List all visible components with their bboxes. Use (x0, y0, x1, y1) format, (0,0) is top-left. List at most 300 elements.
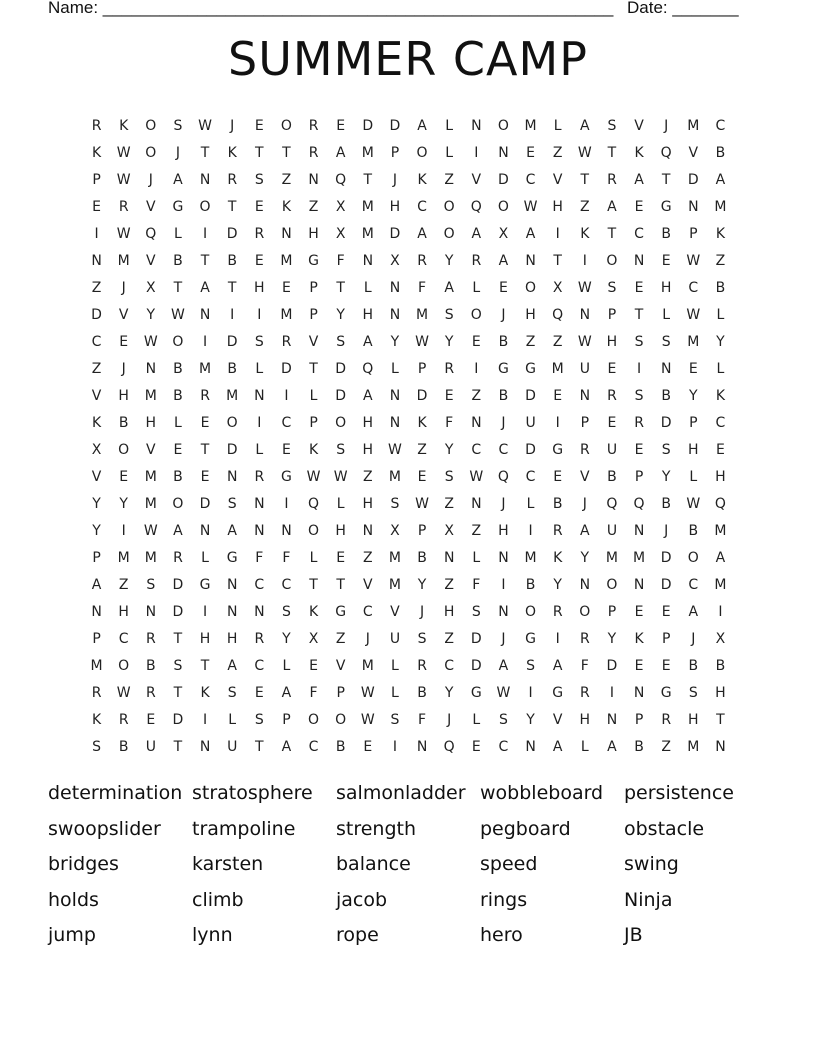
grid-letter: B (661, 388, 671, 404)
grid-letter: H (688, 712, 699, 728)
grid-letter: L (309, 388, 318, 404)
grid-letter: G (335, 604, 347, 620)
grid-letter: M (361, 145, 374, 161)
grid-letter: S (390, 712, 400, 728)
grid-letter: F (336, 253, 345, 269)
grid-letter: R (254, 469, 265, 485)
grid-letter: K (580, 226, 590, 242)
grid-letter: S (688, 685, 698, 701)
word-bank-item: determination (48, 782, 183, 804)
grid-letter: A (335, 145, 346, 161)
grid-letter: V (390, 604, 400, 620)
grid-letter: C (688, 577, 699, 593)
grid-letter: B (118, 739, 129, 755)
grid-letter: R (91, 118, 102, 134)
grid-letter: B (173, 469, 183, 485)
grid-letter: X (390, 523, 400, 539)
grid-letter: S (390, 496, 400, 512)
grid-letter: T (200, 145, 210, 161)
grid-row (83, 167, 734, 194)
grid-letter: E (444, 388, 454, 404)
grid-letter: N (226, 469, 238, 485)
grid-letter: Y (689, 388, 698, 404)
grid-letter: E (499, 280, 508, 296)
grid-letter: N (254, 388, 265, 404)
grid-letter: H (308, 226, 319, 242)
grid-row (83, 626, 734, 653)
grid-letter: M (361, 226, 374, 242)
grid-letter: Z (580, 199, 590, 215)
grid-letter: O (308, 523, 320, 539)
grid-letter: N (254, 604, 265, 620)
grid-letter: V (308, 334, 319, 350)
grid-letter: P (309, 415, 318, 431)
grid-letter: S (227, 496, 237, 512)
grid-letter: E (336, 550, 346, 566)
grid-row (83, 707, 734, 734)
grid-letter: J (664, 118, 669, 134)
grid-letter: V (146, 199, 156, 215)
grid-letter: T (173, 685, 183, 701)
grid-letter: Z (118, 577, 129, 593)
grid-letter: K (308, 442, 319, 458)
grid-letter: O (118, 442, 130, 458)
grid-letter: M (524, 550, 537, 566)
grid-letter: S (607, 280, 617, 296)
grid-letter: L (391, 658, 399, 674)
grid-letter: J (501, 307, 506, 323)
grid-letter: L (472, 712, 481, 728)
grid-letter: N (471, 496, 482, 512)
grid-letter: A (715, 172, 726, 188)
grid-letter: S (336, 334, 346, 350)
grid-letter: Z (363, 469, 373, 485)
grid-letter: P (661, 631, 671, 647)
grid-letter: D (660, 415, 672, 431)
grid-letter: I (609, 685, 614, 701)
grid-letter: T (309, 577, 318, 593)
grid-letter: M (388, 577, 401, 593)
grid-letter: P (92, 550, 101, 566)
grid-letter: J (121, 361, 126, 377)
grid-letter: C (471, 442, 482, 458)
grid-letter: J (121, 280, 126, 296)
grid-letter: H (606, 334, 618, 350)
grid-letter: H (660, 280, 672, 296)
grid-letter: N (254, 523, 265, 539)
grid-letter: E (119, 334, 129, 350)
grid-letter: T (580, 172, 590, 188)
grid-letter: Q (660, 145, 672, 161)
grid-letter: B (118, 415, 129, 431)
word-bank-item: jacob (336, 888, 388, 911)
grid-letter: Z (444, 631, 454, 647)
grid-letter: R (471, 253, 482, 269)
grid-letter: P (390, 145, 400, 161)
grid-letter: Z (444, 172, 454, 188)
grid-letter: L (255, 442, 264, 458)
grid-letter: N (498, 550, 509, 566)
word-search-grid (83, 113, 734, 761)
grid-letter: P (336, 685, 345, 701)
grid-letter: Y (444, 685, 454, 701)
grid-letter: D (335, 361, 347, 377)
grid-letter: S (254, 712, 264, 728)
grid-letter: F (309, 685, 318, 701)
grid-letter: V (688, 145, 699, 161)
grid-letter: A (281, 685, 292, 701)
grid-letter: N (633, 253, 645, 269)
grid-letter: W (333, 469, 348, 485)
grid-letter: H (118, 604, 129, 620)
grid-letter: T (607, 226, 617, 242)
grid-letter: D (335, 388, 347, 404)
grid-letter: D (91, 307, 102, 323)
grid-letter: J (230, 118, 235, 134)
grid-letter: L (255, 361, 264, 377)
grid-letter: D (226, 334, 238, 350)
grid-row (83, 572, 734, 599)
grid-letter: G (552, 685, 564, 701)
grid-letter: B (688, 658, 699, 674)
grid-letter: B (498, 388, 509, 404)
grid-letter: A (580, 523, 590, 539)
grid-letter: J (148, 172, 153, 188)
grid-letter: A (363, 334, 373, 350)
grid-letter: T (227, 199, 237, 215)
grid-letter: N (525, 739, 536, 755)
grid-letter: H (226, 631, 238, 647)
grid-letter: L (363, 280, 372, 296)
grid-letter: J (664, 523, 669, 539)
grid-row (83, 545, 734, 572)
grid-letter: R (579, 631, 590, 647)
grid-letter: S (336, 442, 346, 458)
grid-letter: W (360, 712, 375, 728)
grid-letter: L (472, 280, 481, 296)
grid-letter: D (226, 442, 238, 458)
grid-letter: C (118, 631, 129, 647)
grid-letter: E (634, 604, 644, 620)
grid-letter: T (716, 712, 725, 728)
grid-row (83, 140, 734, 167)
grid-letter: E (471, 739, 481, 755)
grid-letter: G (172, 199, 184, 215)
grid-letter: E (661, 253, 671, 269)
grid-letter: R (254, 631, 265, 647)
grid-letter: R (607, 388, 617, 404)
word-bank-item: hero (480, 924, 523, 946)
word-bank (48, 778, 768, 956)
grid-letter: W (686, 307, 701, 323)
grid-letter: R (661, 712, 672, 728)
grid-letter: F (282, 550, 291, 566)
grid-letter: K (91, 145, 102, 161)
word-bank-item: rope (336, 924, 379, 946)
grid-letter: L (391, 361, 399, 377)
grid-letter: P (92, 172, 101, 188)
grid-letter: H (688, 442, 699, 458)
grid-letter: W (577, 334, 592, 350)
grid-letter: W (523, 199, 538, 215)
grid-letter: Z (525, 334, 536, 350)
grid-letter: Z (552, 334, 563, 350)
grid-letter: A (715, 550, 726, 566)
grid-letter: I (528, 523, 533, 539)
grid-letter: X (390, 253, 400, 269)
grid-letter: J (447, 712, 452, 728)
grid-letter: I (230, 307, 235, 323)
grid-letter: N (633, 685, 645, 701)
grid-letter: M (551, 361, 564, 377)
grid-letter: M (361, 658, 374, 674)
grid-letter: W (415, 496, 429, 512)
grid-letter: F (418, 280, 427, 296)
grid-letter: K (553, 550, 563, 566)
grid-letter: N (199, 739, 211, 755)
grid-letter: A (200, 280, 210, 296)
grid-letter: A (471, 226, 482, 242)
grid-letter: Z (91, 280, 102, 296)
grid-letter: E (146, 712, 156, 728)
grid-letter: W (306, 469, 321, 485)
grid-letter: V (146, 442, 156, 458)
grid-letter: A (417, 118, 427, 134)
grid-letter: Y (390, 334, 400, 350)
grid-letter: D (281, 361, 292, 377)
grid-letter: J (365, 631, 370, 647)
word-bank-item: jump (48, 924, 96, 946)
grid-letter: N (443, 550, 455, 566)
grid-letter: G (226, 550, 238, 566)
grid-letter: O (145, 118, 157, 134)
grid-letter: H (118, 388, 129, 404)
grid-letter: M (605, 550, 618, 566)
grid-letter: Y (92, 496, 101, 512)
name-field-label: Name: ______________________________________________________ (48, 0, 614, 17)
grid-letter: O (579, 604, 591, 620)
grid-letter: E (688, 361, 698, 377)
grid-letter: E (607, 415, 617, 431)
grid-letter: M (144, 496, 157, 512)
grid-letter: D (172, 604, 184, 620)
grid-letter: K (715, 388, 726, 404)
grid-letter: G (498, 361, 509, 377)
grid-letter: V (146, 253, 156, 269)
grid-letter: J (175, 145, 180, 161)
grid-letter: H (715, 685, 726, 701)
grid-row (83, 194, 734, 221)
grid-letter: B (607, 469, 617, 485)
grid-letter: Y (444, 334, 454, 350)
grid-letter: I (636, 361, 642, 377)
grid-letter: W (116, 172, 131, 188)
grid-letter: K (308, 604, 319, 620)
grid-letter: I (202, 604, 208, 620)
grid-letter: W (143, 523, 158, 539)
grid-letter: P (689, 415, 698, 431)
grid-letter: U (145, 739, 156, 755)
grid-letter: O (416, 145, 428, 161)
grid-letter: B (335, 739, 346, 755)
grid-letter: Y (417, 577, 427, 593)
grid-letter: Q (552, 307, 564, 323)
grid-letter: B (715, 280, 726, 296)
grid-letter: N (389, 307, 401, 323)
grid-letter: R (417, 658, 427, 674)
grid-letter: E (526, 145, 535, 161)
grid-letter: B (498, 334, 509, 350)
grid-letter: X (335, 226, 346, 242)
grid-letter: E (200, 415, 210, 431)
grid-letter: R (227, 172, 238, 188)
grid-letter: C (362, 604, 373, 620)
grid-letter: C (525, 172, 536, 188)
word-bank-item: climb (192, 888, 244, 911)
grid-letter: N (579, 577, 591, 593)
grid-letter: G (660, 199, 672, 215)
grid-letter: L (580, 739, 589, 755)
grid-letter: B (661, 496, 671, 512)
grid-letter: K (227, 145, 237, 161)
grid-letter: P (417, 361, 427, 377)
grid-letter: A (363, 388, 373, 404)
grid-letter: H (389, 199, 401, 215)
grid-letter: Q (362, 361, 374, 377)
grid-letter: G (470, 685, 482, 701)
grid-letter: X (498, 226, 509, 242)
grid-letter: A (281, 739, 292, 755)
grid-letter: D (470, 631, 482, 647)
grid-letter: A (607, 199, 617, 215)
grid-letter: C (444, 658, 455, 674)
grid-letter: R (444, 361, 455, 377)
word-bank-item: holds (48, 888, 99, 911)
grid-row (83, 680, 734, 707)
grid-letter: C (715, 118, 726, 134)
grid-letter: M (144, 550, 157, 566)
grid-letter: I (392, 739, 397, 755)
grid-letter: R (281, 334, 292, 350)
grid-letter: N (633, 577, 645, 593)
grid-letter: N (471, 415, 482, 431)
grid-letter: T (173, 280, 183, 296)
date-field-label: Date: _______ (627, 0, 739, 17)
grid-letter: G (525, 631, 536, 647)
grid-row (83, 491, 734, 518)
grid-letter: O (172, 334, 184, 350)
grid-letter: R (579, 685, 590, 701)
word-bank-item: obstacle (624, 817, 705, 840)
word-bank-item: salmonladder (336, 782, 466, 804)
grid-letter: S (526, 658, 535, 674)
grid-letter: H (715, 469, 726, 485)
grid-letter: R (308, 118, 319, 134)
grid-letter: O (497, 199, 509, 215)
grid-letter: N (498, 604, 509, 620)
grid-letter: H (498, 523, 509, 539)
grid-letter: T (255, 739, 264, 755)
grid-letter: M (687, 739, 700, 755)
grid-row (83, 113, 734, 140)
grid-letter: T (634, 307, 644, 323)
grid-letter: J (691, 631, 696, 647)
grid-letter: E (254, 253, 264, 269)
grid-letter: O (525, 604, 537, 620)
grid-letter: L (662, 307, 671, 323)
grid-letter: Y (146, 307, 156, 323)
grid-letter: E (417, 469, 427, 485)
grid-letter: C (308, 739, 319, 755)
grid-letter: W (116, 145, 131, 161)
grid-letter: O (172, 496, 184, 512)
grid-letter: N (254, 496, 265, 512)
grid-letter: R (254, 226, 265, 242)
grid-row (83, 383, 734, 410)
grid-letter: R (552, 523, 563, 539)
grid-letter: L (472, 550, 481, 566)
grid-letter: F (472, 577, 481, 593)
grid-letter: P (309, 307, 318, 323)
grid-letter: H (443, 604, 455, 620)
grid-letter: C (281, 415, 292, 431)
grid-letter: D (389, 118, 401, 134)
grid-letter: Y (716, 334, 725, 350)
grid-letter: N (199, 523, 211, 539)
grid-letter: M (117, 550, 130, 566)
grid-letter: A (444, 280, 454, 296)
grid-letter: A (498, 658, 509, 674)
grid-letter: O (443, 199, 455, 215)
grid-letter: N (91, 253, 102, 269)
grid-letter: Z (444, 577, 454, 593)
grid-letter: T (336, 280, 345, 296)
grid-letter: K (119, 118, 129, 134)
grid-letter: R (118, 199, 129, 215)
grid-letter: T (200, 442, 210, 458)
grid-letter: H (525, 307, 536, 323)
grid-letter: G (552, 442, 564, 458)
grid-letter: I (555, 415, 560, 431)
grid-letter: H (199, 631, 211, 647)
grid-letter: T (282, 145, 291, 161)
word-bank-item: stratosphere (192, 782, 313, 804)
grid-letter: Y (119, 496, 128, 512)
grid-letter: N (579, 388, 591, 404)
grid-letter: J (392, 172, 397, 188)
grid-letter: U (579, 361, 590, 377)
grid-letter: D (687, 172, 699, 188)
grid-letter: Q (714, 496, 726, 512)
grid-letter: I (474, 145, 479, 161)
grid-letter: E (553, 388, 563, 404)
grid-letter: A (227, 658, 237, 674)
grid-letter: I (718, 604, 723, 620)
grid-letter: N (498, 145, 509, 161)
grid-letter: R (552, 604, 563, 620)
grid-letter: I (94, 226, 99, 242)
grid-letter: X (91, 442, 102, 458)
grid-letter: Z (308, 199, 319, 215)
grid-letter: W (686, 253, 701, 269)
grid-letter: Z (444, 496, 454, 512)
grid-letter: M (687, 334, 700, 350)
grid-letter: R (91, 685, 102, 701)
grid-letter: R (579, 442, 590, 458)
grid-letter: I (284, 388, 289, 404)
grid-letter: K (200, 685, 210, 701)
grid-letter: O (443, 226, 455, 242)
